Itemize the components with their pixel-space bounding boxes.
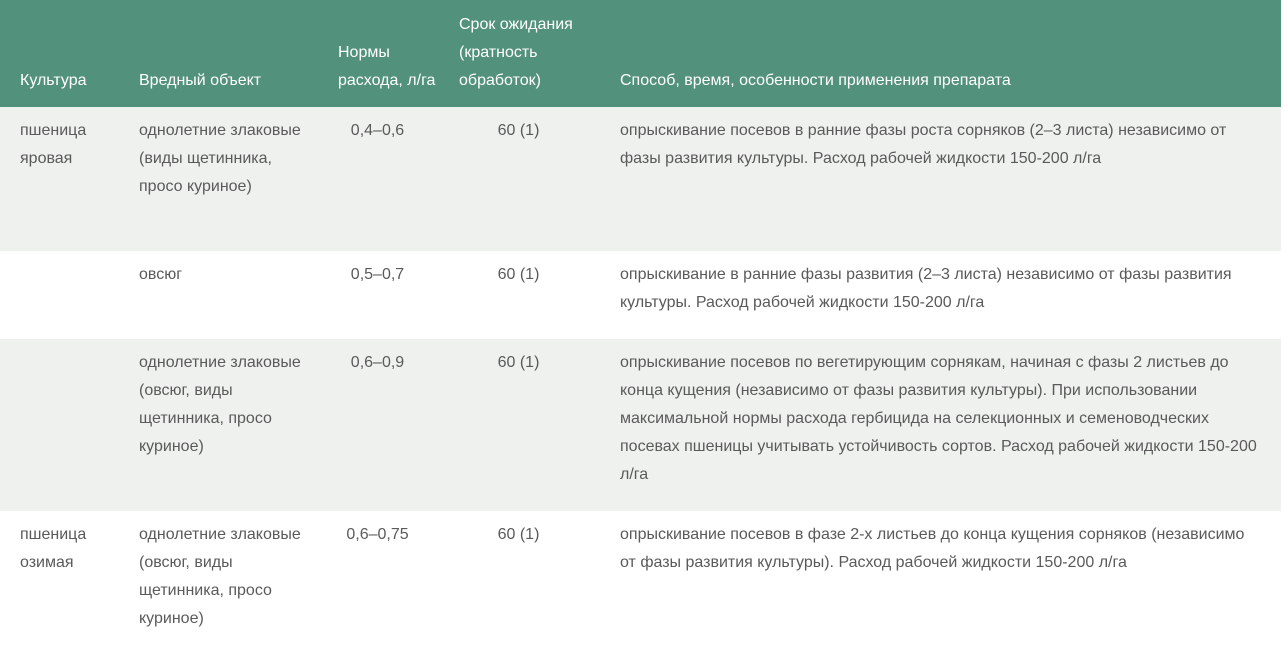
table-header — [0, 0, 1281, 107]
cell-pest: однолетние злаковые (овсюг, виды щетинника, просо куриное) — [139, 526, 301, 627]
cell-crop: пшеница озимая — [20, 526, 87, 571]
cell-wait: 60 (1) — [497, 266, 540, 283]
cell-rate: 0,6–0,9 — [350, 354, 405, 371]
cell-pest: овсюг — [139, 266, 183, 283]
cell-method: опрыскивание посевов в ранние фазы роста сорняков (2–3 листа) независимо от фазы развития культуры. Расход рабочей жидкости 150-200 л/га — [620, 122, 1227, 167]
cell-pest: однолетние злаковые (овсюг, виды щетинника, просо куриное) — [139, 354, 301, 455]
cell-method: опрыскивание в ранние фазы развития (2–3 листа) независимо от фазы развития культуры. Расход рабочей жидкости 150-200 л/га — [620, 266, 1232, 311]
cell-wait: 60 (1) — [497, 526, 540, 543]
header-row — [0, 0, 1281, 107]
cell-method: опрыскивание посевов по вегетирующим сорнякам, начиная с фазы 2 листьев до конца кущения (независимо от фазы развития культуры). При использовании максимальной нормы расхода гербицида на селекционных и семеноводческих посевах пшеницы учитывать устойчивость сортов. Расход рабочей жидкости 150-200 л/га — [620, 354, 1257, 483]
cell-crop — [0, 339, 118, 511]
table-row — [0, 339, 1281, 511]
header-crop: Культура — [20, 72, 87, 89]
cell-method: опрыскивание посевов в фазе 2-х листьев до конца кущения сорняков (независимо от фазы развития культуры). Расход рабочей жидкости 150-200 л/га — [620, 526, 1245, 571]
header-rate: Нормы расхода, л/га — [338, 44, 436, 89]
table-row — [0, 251, 1281, 339]
table-row — [0, 511, 1281, 655]
cell-rate: 0,5–0,7 — [350, 266, 405, 283]
cell-rate: 0,6–0,75 — [346, 526, 409, 543]
header-wait: Срок ожидания (кратность обработок) — [459, 16, 573, 89]
cell-crop: пшеница яровая — [20, 122, 87, 167]
cell-pest: однолетние злаковые (виды щетинника, просо куриное) — [139, 122, 301, 195]
cell-wait: 60 (1) — [497, 122, 540, 139]
table-body — [0, 107, 1281, 655]
cell-wait: 60 (1) — [497, 354, 540, 371]
table-row — [0, 107, 1281, 251]
cell-crop — [0, 251, 118, 339]
header-pest: Вредный объект — [139, 72, 262, 89]
header-method: Способ, время, особенности применения препарата — [620, 72, 1011, 89]
cell-rate: 0,4–0,6 — [350, 122, 405, 139]
